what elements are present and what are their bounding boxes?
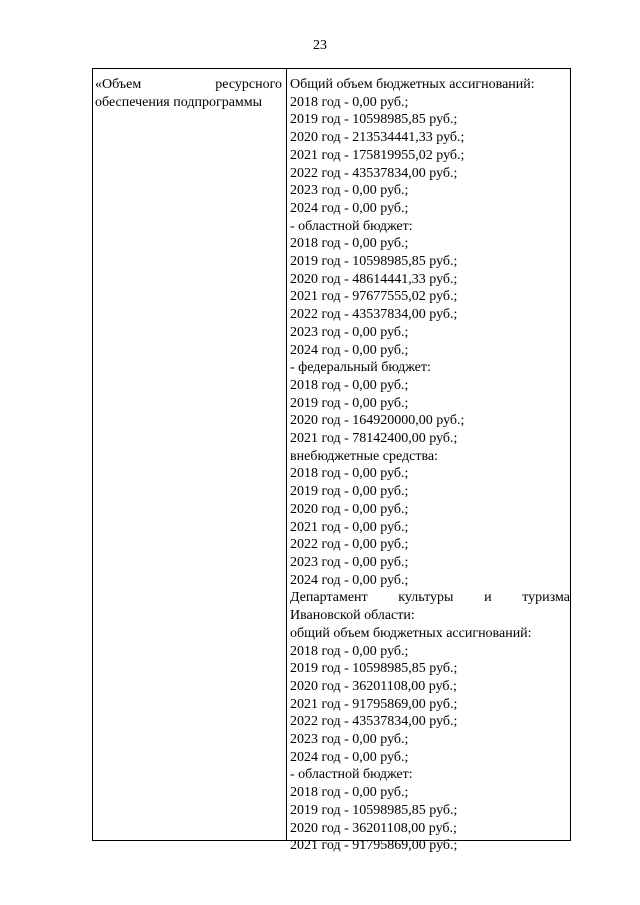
budget-line: - федеральный бюджет: [290, 360, 431, 376]
budget-line: 2024 год - 0,00 руб.; [290, 342, 409, 358]
department-word: и [484, 590, 492, 606]
budget-line: 2018 год - 0,00 руб.; [290, 377, 409, 393]
budget-line: 2020 год - 0,00 руб.; [290, 501, 409, 517]
budget-line: 2022 год - 43537834,00 руб.; [290, 714, 458, 730]
column-divider [286, 69, 287, 840]
budget-line: 2020 год - 48614441,33 руб.; [290, 271, 458, 287]
budget-line: Общий объем бюджетных ассигнований: [290, 77, 535, 92]
budget-line: внебюджетные средства: [290, 448, 438, 464]
budget-line: 2023 год - 0,00 руб.; [290, 324, 409, 340]
budget-line: 2024 год - 0,00 руб.; [290, 200, 409, 216]
budget-line: 2023 год - 0,00 руб.; [290, 554, 409, 570]
budget-line: 2018 год - 0,00 руб.; [290, 236, 409, 252]
budget-line: 2020 год - 36201108,00 руб.; [290, 820, 457, 836]
budget-line: 2020 год - 213534441,33 руб.; [290, 130, 465, 146]
department-line [290, 589, 570, 607]
budget-line: 2024 год - 0,00 руб.; [290, 749, 409, 765]
department-word: туризма [522, 590, 570, 606]
budget-line: 2021 год - 78142400,00 руб.; [290, 431, 458, 447]
left-cell-word-2: ресурсного [215, 77, 282, 92]
page-number: 23 [313, 38, 327, 53]
budget-line: - областной бюджет: [290, 218, 413, 234]
budget-line: 2021 год - 0,00 руб.; [290, 519, 409, 535]
budget-line: 2023 год - 0,00 руб.; [290, 183, 409, 199]
budget-line: 2019 год - 0,00 руб.; [290, 395, 409, 411]
budget-line: 2023 год - 0,00 руб.; [290, 732, 409, 748]
budget-line: 2019 год - 0,00 руб.; [290, 484, 409, 500]
budget-line: 2018 год - 0,00 руб.; [290, 785, 409, 801]
budget-line: - областной бюджет: [290, 767, 413, 783]
budget-line: 2018 год - 0,00 руб.; [290, 466, 409, 482]
budget-line: 2022 год - 0,00 руб.; [290, 537, 409, 553]
budget-line: 2022 год - 43537834,00 руб.; [290, 307, 458, 323]
department-word: Департамент [290, 590, 368, 606]
department-budget-lines [290, 607, 570, 855]
budget-line: 2018 год - 0,00 руб.; [290, 94, 409, 110]
budget-lines [290, 76, 570, 589]
budget-line: 2020 год - 36201108,00 руб.; [290, 678, 457, 694]
left-cell-line-1 [95, 76, 282, 94]
budget-line: 2021 год - 175819955,02 руб.; [290, 147, 465, 163]
department-word: культуры [398, 590, 454, 606]
budget-line: 2019 год - 10598985,85 руб.; [290, 802, 458, 818]
budget-line: 2021 год - 91795869,00 руб.; [290, 838, 458, 854]
budget-line: общий объем бюджетных ассигнований: [290, 625, 532, 641]
budget-line: 2024 год - 0,00 руб.; [290, 572, 409, 588]
left-cell-label [95, 76, 282, 111]
budget-line: Ивановской области: [290, 608, 415, 624]
budget-line: 2019 год - 10598985,85 руб.; [290, 112, 458, 128]
right-cell-content [290, 76, 570, 855]
budget-line: 2021 год - 97677555,02 руб.; [290, 289, 458, 305]
budget-line: 2019 год - 10598985,85 руб.; [290, 254, 458, 270]
budget-line: 2021 год - 91795869,00 руб.; [290, 696, 458, 712]
resource-table [92, 68, 571, 854]
budget-line: 2019 год - 10598985,85 руб.; [290, 661, 458, 677]
budget-line: 2022 год - 43537834,00 руб.; [290, 165, 458, 181]
budget-line: 2018 год - 0,00 руб.; [290, 643, 409, 659]
left-cell-word-1: «Объем [95, 77, 142, 92]
left-cell-line-2: обеспечения подпрограммы [95, 94, 263, 110]
budget-line: 2020 год - 164920000,00 руб.; [290, 413, 465, 429]
